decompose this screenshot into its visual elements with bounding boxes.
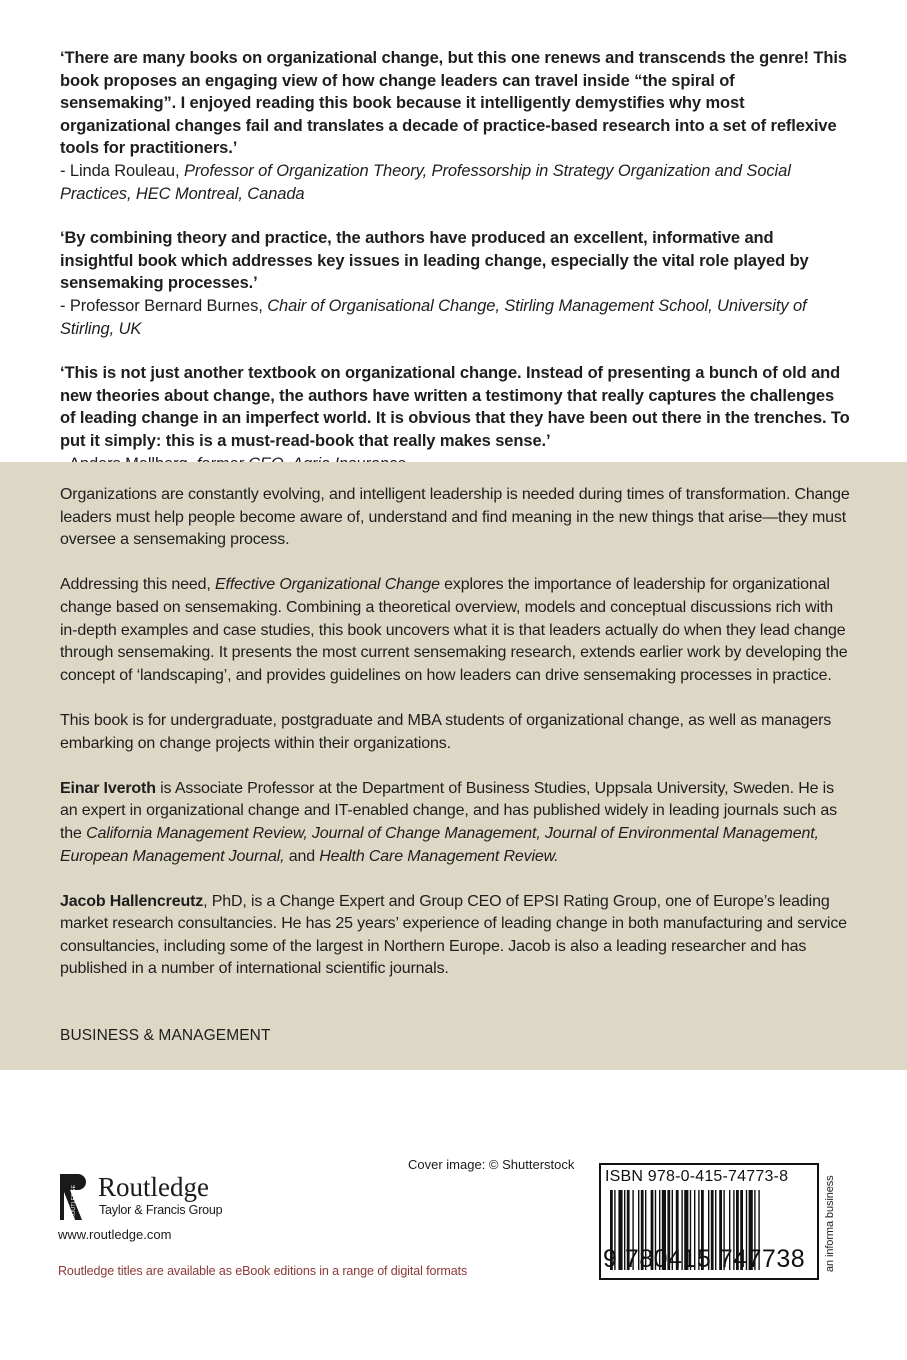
description-paragraph: Organizations are constantly evolving, and intelligent leadership is needed during times of transformation. Change leaders must help people become aware of, understand and find meaning in the new things that arise—they must oversee a sensemaking process. — [60, 486, 850, 549]
quote-author: - Linda Rouleau, — [60, 161, 180, 180]
publisher-subtitle: Taylor & Francis Group — [99, 1203, 223, 1217]
informa-business-label: an informa business — [824, 1175, 836, 1272]
journal-name: Health Care Management Review. — [319, 847, 559, 865]
ebook-note: Routledge titles are available as eBook editions in a range of digital formats — [58, 1264, 468, 1278]
description-text: explores the importance of leadership for organizational change based on sensemaking. Combining a theoretical overview, models and conceptual discussions rich with in-depth examples and case studies, this book uncovers what it is that leaders actually do when they lead change through sensemaking. It presents the most current sensemaking research, extends earlier work by developing the concept of ‘landscaping’, and provides guidelines on how leaders can drive sensemaking processes in practice. — [60, 576, 848, 684]
quote-author-role: Professor of Organization Theory, Professorship in Strategy Organization and Social Practices, HEC Montreal, Canada — [60, 161, 791, 203]
quote-attribution — [60, 160, 850, 205]
publisher-name: Routledge — [98, 1172, 209, 1202]
subject-category: BUSINESS & MANAGEMENT — [60, 1027, 271, 1044]
book-title: Effective Organizational Change — [215, 576, 440, 594]
author-bio-text: , PhD, is a Change Expert and Group CEO of EPSI Rating Group, one of Europe’s leading market research consultancies. He has 25 years’ experience of leading change in both manufacturing and service consultancies, including some of the largest in Northern Europe. Jacob is also a leading researcher and has published in a number of international scientific journals. — [60, 892, 847, 978]
quote-author: - Professor Bernard Burnes, — [60, 296, 263, 315]
author-bio — [60, 891, 850, 981]
endorsements-list — [60, 47, 850, 497]
svg-text:ROUTLEDGE: ROUTLEDGE — [71, 1184, 77, 1219]
routledge-logo-icon — [58, 1172, 88, 1222]
author-name: Einar Iveroth — [60, 779, 156, 797]
author-bio-text: and — [284, 847, 320, 865]
description-paragraph: This book is for undergraduate, postgraduate and MBA students of organizational change, as well as managers embarking on change projects within their organizations. — [60, 711, 832, 752]
routledge-logo — [58, 1172, 258, 1222]
isbn-barcode — [599, 1163, 819, 1280]
cover-image-credit: Cover image: © Shutterstock — [408, 1157, 575, 1172]
endorsement-quote — [60, 227, 850, 340]
isbn-label: ISBN 978-0-415-74773-8 — [605, 1168, 789, 1185]
endorsement-quote — [60, 362, 850, 475]
quote-attribution — [60, 295, 850, 340]
author-bio — [60, 778, 850, 868]
endorsements-section — [0, 0, 907, 462]
author-name: Jacob Hallencreutz — [60, 892, 204, 910]
barcode-digits: 9 780415 747738 — [603, 1245, 806, 1273]
journal-list: California Management Review, Journal of Change Management, Journal of Environmental Management, European Management Journal, — [60, 824, 819, 865]
author-bio-text: is Associate Professor at the Department of Business Studies, Uppsala University, Sweden. He is an expert in organizational change and IT-enabled change, and has published widely in leading journals such as the — [60, 779, 837, 842]
description-text: Addressing this need, — [60, 576, 216, 594]
description-paragraph — [60, 574, 850, 687]
quote-text: ‘By combining theory and practice, the authors have produced an excellent, informative and insightful book which addresses key issues in leading change, especially the vital role played by sensemaking processes.’ — [60, 229, 809, 293]
quote-author-role: Chair of Organisational Change, Stirling Management School, University of Stirling, UK — [60, 296, 807, 338]
quote-text: ‘This is not just another textbook on organizational change. Instead of presenting a bunch of old and new theories about change, the authors have written a testimony that really captures the challenges of leading change in an imperfect world. It is obvious that they have been out there in the trenches. To put it simply: this is a must-read-book that really makes sense.’ — [60, 364, 850, 450]
quote-text: ‘There are many books on organizational change, but this one renews and transcends the genre! This book proposes an engaging view of how change leaders can travel inside “the spiral of sensemaking”. I enjoyed reading this book because it intelligently demystifies why most organizational changes fail and translates a decade of practice-based research into a set of reflexive tools for practitioners.’ — [60, 49, 847, 158]
publisher-website: www.routledge.com — [58, 1227, 172, 1242]
endorsement-quote — [60, 47, 850, 205]
book-description — [60, 484, 850, 1004]
